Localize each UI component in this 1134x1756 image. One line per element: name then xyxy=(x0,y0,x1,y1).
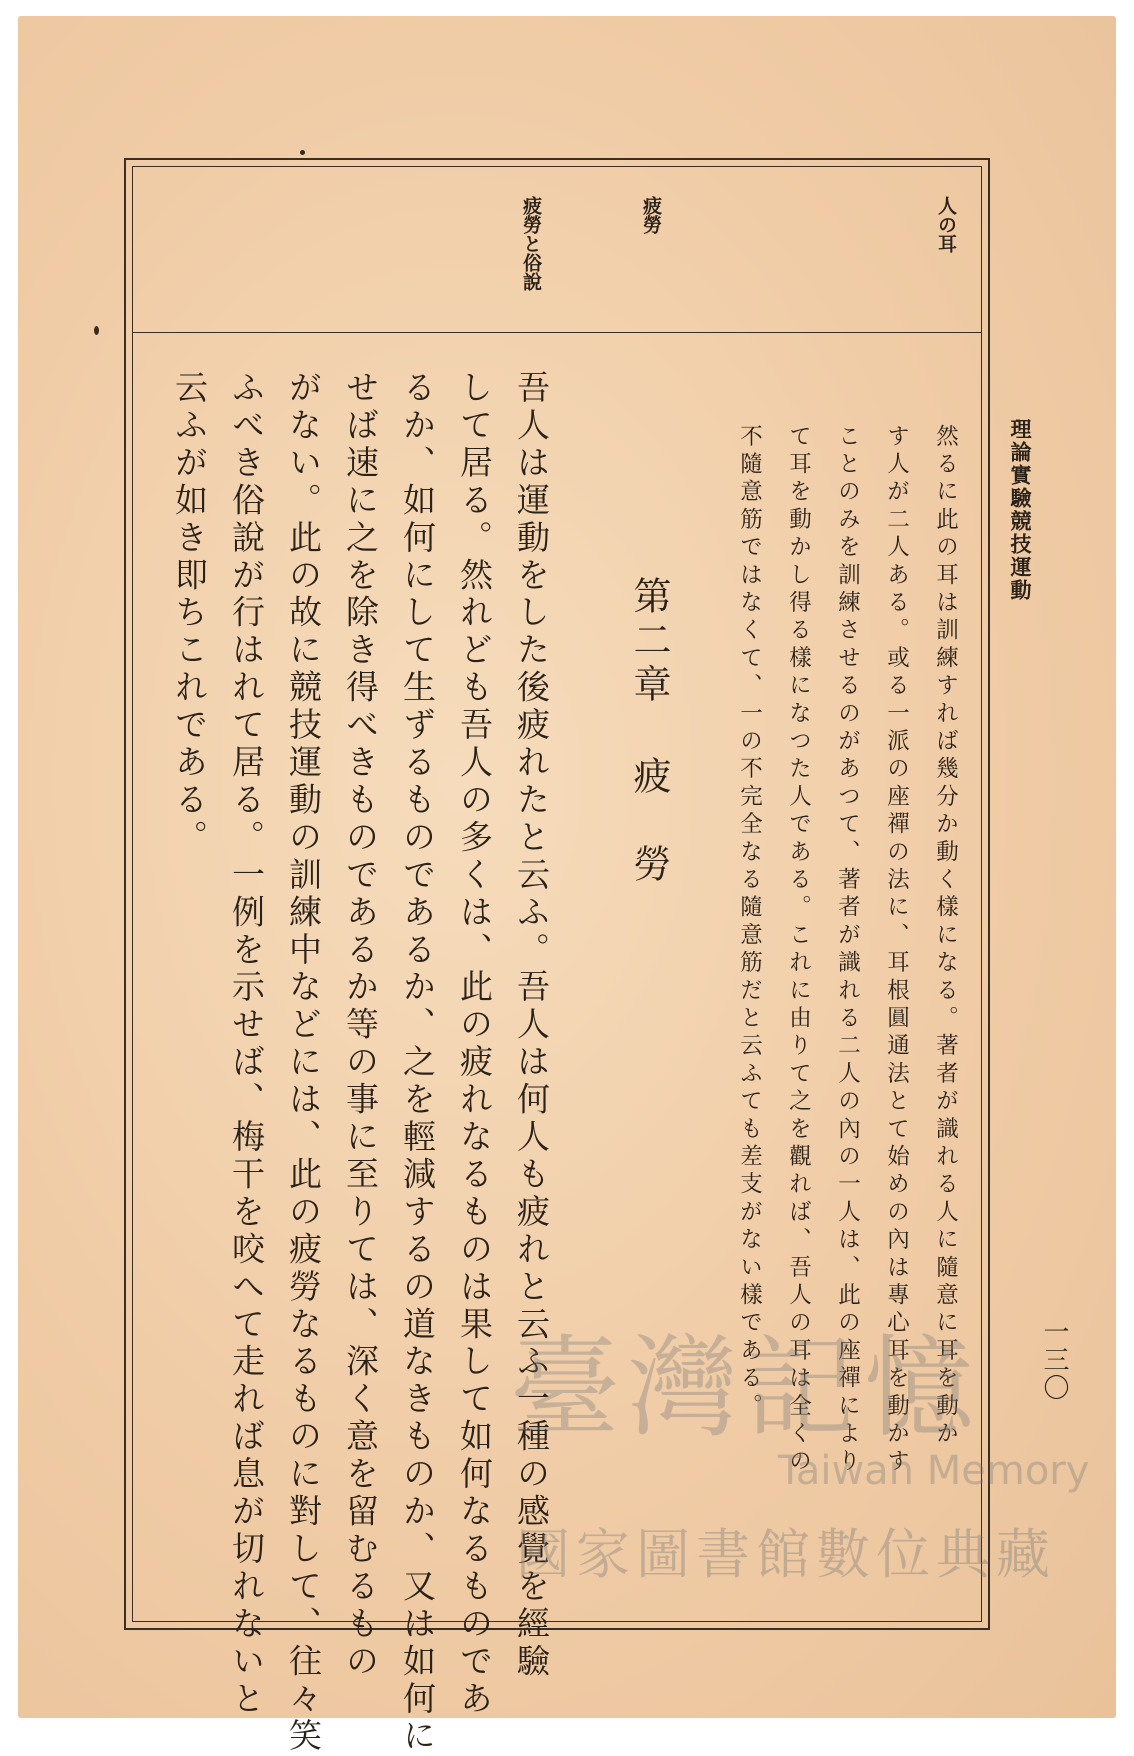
watermark-logo-text: 臺灣記憶 xyxy=(510,1324,982,1452)
body-text-line: せば速に之を除き得べきものであるか等の事に至りては、深く意を留むるもの xyxy=(341,370,380,1681)
ink-speck xyxy=(300,150,305,155)
header-rule xyxy=(132,332,982,333)
small-text-line: す人が二人ある。或る一派の座禪の法に、耳根圓通法とて始めの內は專心耳を動かす xyxy=(883,424,910,1477)
small-text-line: 不隨意筋ではなくて、一の不完全なる隨意筋だと云ふても差支がない樣である。 xyxy=(736,424,763,1422)
chapter-title: 疲 勞 xyxy=(627,756,671,888)
body-text-line: して居る。然れども吾人の多くは、此の疲れなるものは果して如何なるものであ xyxy=(455,370,494,1719)
body-text-line: 吾人は運動をした後疲れたと云ふ。吾人は何人も疲れと云ふ一種の感覺を經驗 xyxy=(512,370,551,1681)
body-text-line: ふべき俗說が行はれて居る。一例を示せば、梅干を咬へて走れば息が切れないと xyxy=(227,370,266,1719)
page-number: 一三〇 xyxy=(1039,1318,1069,1402)
body-text-line: がない。此の故に競技運動の訓練中などには、此の疲勞なるものに對して、往々笑 xyxy=(284,370,323,1756)
watermark-english: Taiwan Memory xyxy=(778,1448,1090,1494)
headnote-ear: 人の耳 xyxy=(935,196,957,253)
body-text-line: 云ふが如き即ちこれである。 xyxy=(170,370,209,857)
body-text-line: るか、如何にして生ずるものであるか、之を輕減するの道なきものか、又は如何に xyxy=(398,370,437,1756)
watermark-chinese: 國家圖書館數位典藏 xyxy=(516,1523,1056,1586)
small-text-line: ことのみを訓練させるのがあつて、著者が識れる二人の內の一人は、此の座禪により xyxy=(834,424,861,1477)
chapter-heading xyxy=(622,576,677,888)
headnote-fatigue-folk: 疲勞と俗說 xyxy=(520,196,542,291)
running-head: 理論實驗競技運動 xyxy=(1008,418,1033,602)
small-text-line: て耳を動かし得る樣になつた人である。これに由りて之を觀れば、吾人の耳は全くの xyxy=(785,424,812,1477)
headnote-fatigue: 疲勞 xyxy=(640,196,662,234)
ink-speck xyxy=(94,326,99,335)
chapter-number: 第二章 xyxy=(627,576,671,708)
small-text-line: 然るに此の耳は訓練すれば幾分か動く樣になる。著者が識れる人に隨意に耳を動か xyxy=(932,424,959,1449)
